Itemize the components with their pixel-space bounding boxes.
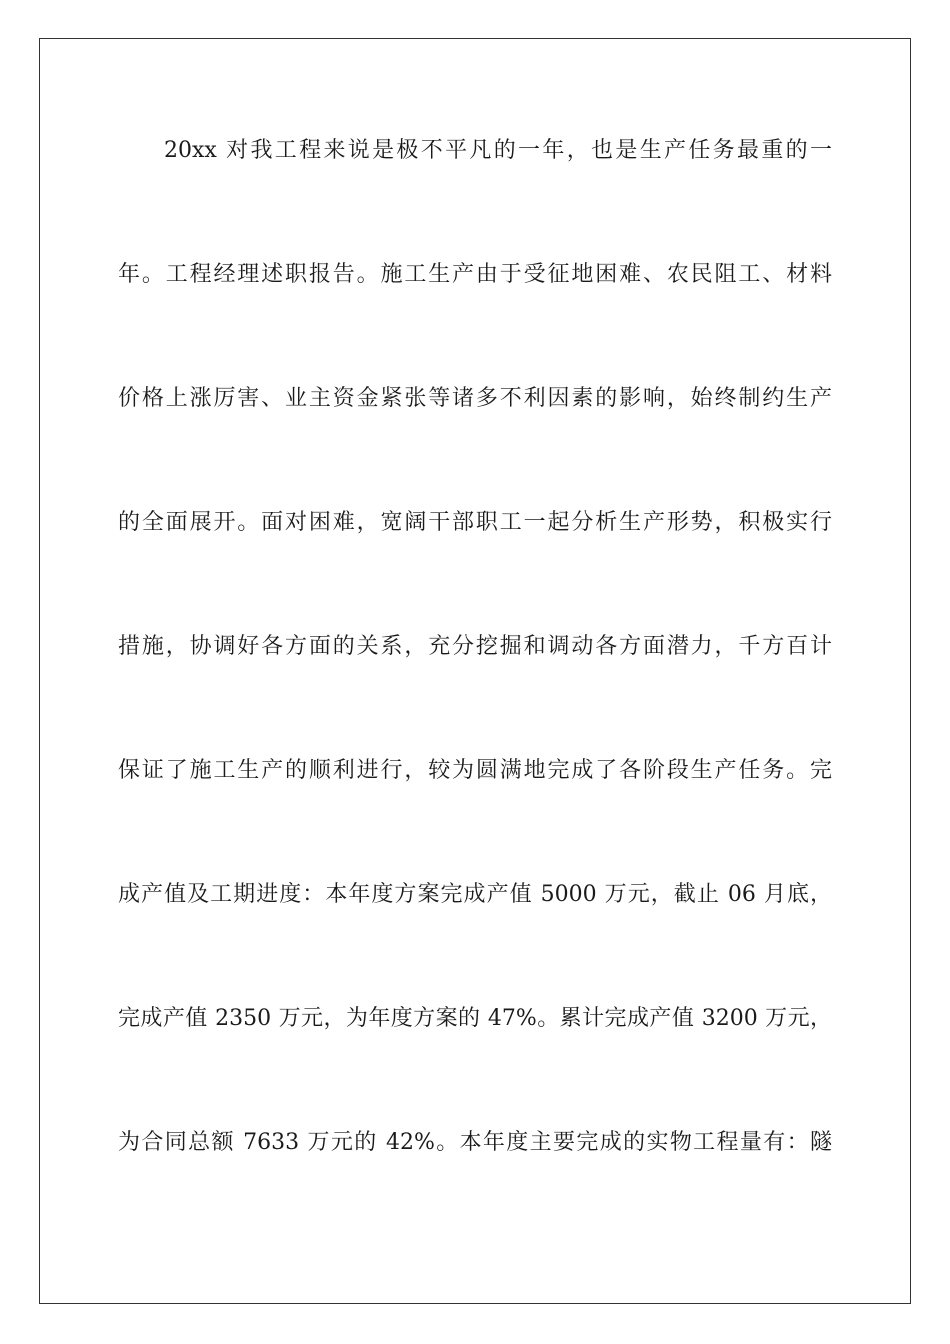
paragraph-line-3: 价格上涨厉害、业主资金紧张等诸多不利因素的影响，始终制约生产 <box>118 386 832 411</box>
paragraph-line-4: 的全面展开。面对困难，宽阔干部职工一起分析生产形势，积极实行 <box>118 510 832 535</box>
paragraph-line-9: 为合同总额 7633 万元的 42%。本年度主要完成的实物工程量有：隧 <box>118 1130 832 1155</box>
page-border <box>39 38 911 1304</box>
paragraph-line-7: 成产值及工期进度：本年度方案完成产值 5000 万元，截止 06 月底， <box>118 882 832 907</box>
paragraph-line-2: 年。工程经理述职报告。施工生产由于受征地困难、农民阻工、材料 <box>118 262 832 287</box>
paragraph-line-1: 20xx 对我工程来说是极不平凡的一年，也是生产任务最重的一 <box>164 138 832 163</box>
paragraph-line-5: 措施，协调好各方面的关系，充分挖掘和调动各方面潜力，千方百计 <box>118 634 832 659</box>
paragraph-line-8: 完成产值 2350 万元，为年度方案的 47%。累计完成产值 3200 万元， <box>118 1006 832 1031</box>
paragraph-line-6: 保证了施工生产的顺利进行，较为圆满地完成了各阶段生产任务。完 <box>118 758 832 783</box>
